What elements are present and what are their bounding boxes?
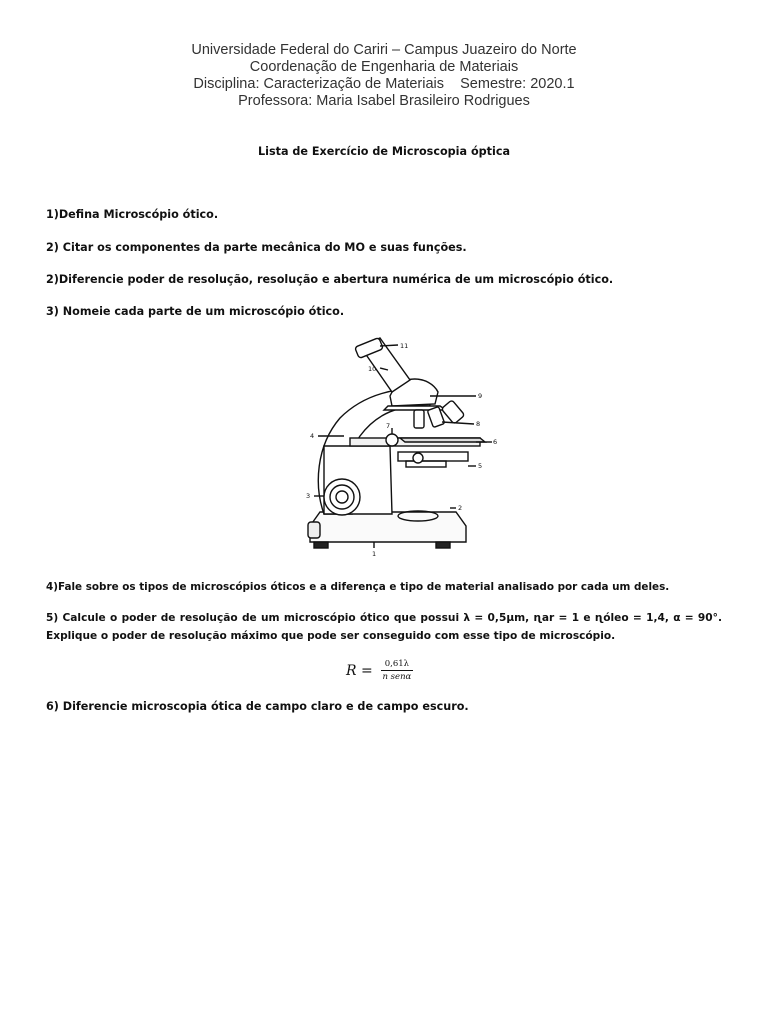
label-6: 6 [493, 438, 498, 446]
label-2: 2 [458, 504, 463, 512]
resolution-formula [346, 659, 413, 682]
question-1: 1)Defina Microscópio ótico. [46, 208, 219, 221]
question-2b: 2)Diferencie poder de resolução, resolução e abertura numérica de um microscópio ótico. [46, 273, 614, 286]
label-10: 10 [368, 365, 377, 373]
label-7: 7 [386, 422, 391, 430]
label-5: 5 [478, 462, 483, 470]
header-professor: Professora: Maria Isabel Brasileiro Rodrigues [238, 93, 530, 109]
label-9: 9 [478, 392, 483, 400]
question-3: 3) Nomeie cada parte de um microscópio ótico. [46, 305, 345, 318]
exercise-list-title: Lista de Exercício de Microscopia óptica [258, 145, 510, 158]
label-8: 8 [476, 420, 481, 428]
document-header [0, 42, 768, 110]
question-4: 4)Fale sobre os tipos de microscópios óticos e a diferença e tipo de material analisado por cada um deles. [46, 581, 670, 593]
question-6: 6) Diferencie microscopia ótica de campo claro e de campo escuro. [46, 700, 469, 713]
header-university: Universidade Federal do Cariri – Campus Juazeiro do Norte [191, 42, 577, 58]
formula-numerator: 0,61λ [381, 659, 413, 671]
formula-lhs: R = [346, 662, 373, 679]
formula-fraction [381, 659, 413, 682]
header-discipline: Disciplina: Caracterização de Materiais Semestre: 2020.1 [193, 76, 575, 92]
label-4: 4 [310, 432, 315, 440]
question-2: 2) Citar os componentes da parte mecânica do MO e suas funções. [46, 241, 467, 254]
microscope-diagram [280, 336, 500, 562]
header-coordination: Coordenação de Engenharia de Materiais [249, 59, 519, 75]
question-5-line-2: Explique o poder de resolução máximo que pode ser conseguido com esse tipo de microscópio. [46, 630, 616, 642]
label-3: 3 [306, 492, 311, 500]
label-1: 1 [372, 550, 377, 558]
question-5-line-1: 5) Calcule o poder de resolução de um microscópio ótico que possui λ = 0,5μm, ɳar = 1 e ɳóleo = 1,4, α = 90°. [46, 612, 722, 624]
formula-denominator: n senα [382, 672, 412, 682]
label-11: 11 [400, 342, 409, 350]
